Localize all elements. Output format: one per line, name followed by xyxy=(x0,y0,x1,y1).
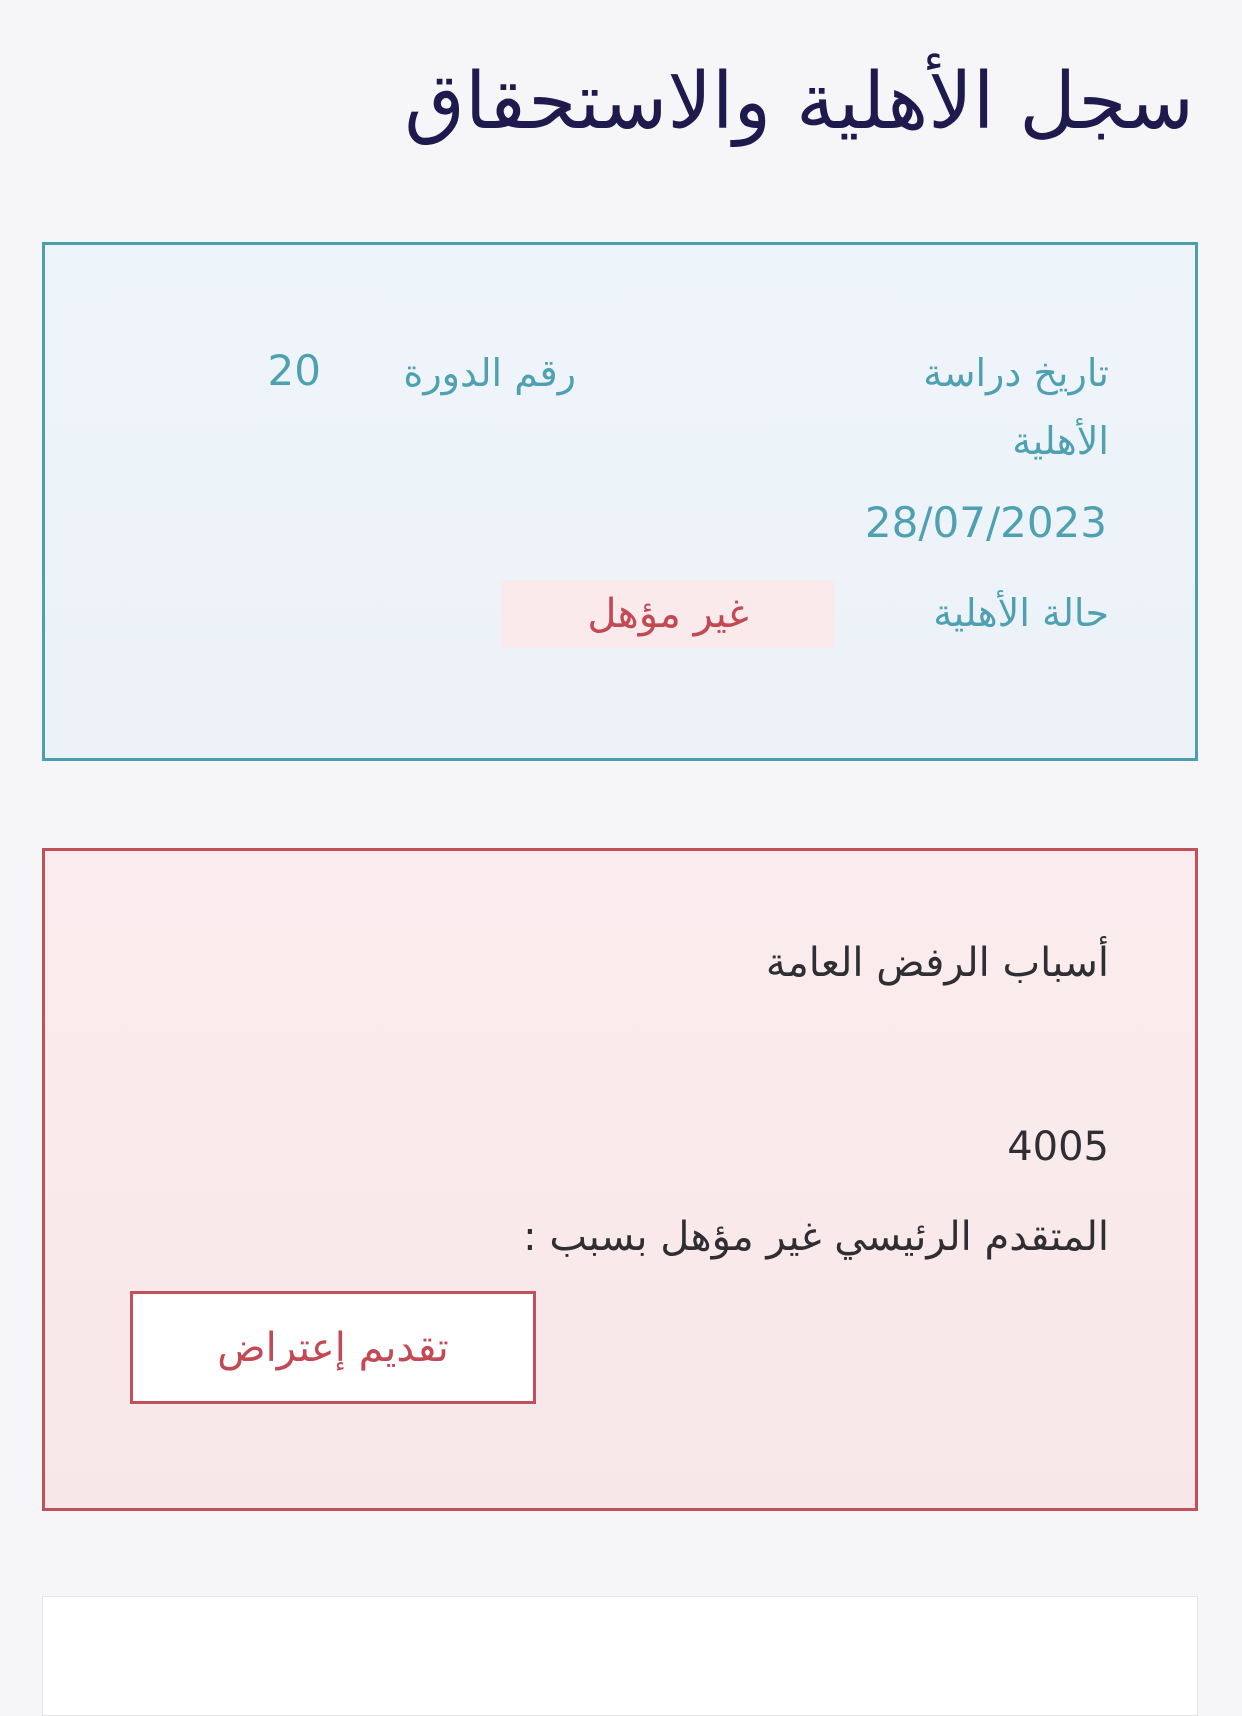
page-title: سجل الأهلية والاستحقاق xyxy=(404,57,1194,147)
submit-objection-button[interactable]: تقديم إعتراض xyxy=(130,1291,536,1404)
rejection-reasons-title: أسباب الرفض العامة xyxy=(765,940,1109,986)
bottom-card xyxy=(42,1596,1198,1716)
rejection-reason-text: المتقدم الرئيسي غير مؤهل بسبب : xyxy=(523,1214,1109,1260)
study-date-label-text: تاريخ دراسة الأهلية xyxy=(923,351,1109,463)
eligibility-status-label: حالة الأهلية xyxy=(933,591,1109,635)
study-date-label xyxy=(923,339,1109,475)
course-number-value: 20 xyxy=(267,346,321,395)
eligibility-status-badge: غير مؤهل xyxy=(501,580,835,648)
rejection-reason-code: 4005 xyxy=(1007,1124,1109,1170)
rejection-reasons-card xyxy=(42,848,1198,1511)
course-number-label: رقم الدورة xyxy=(403,351,576,395)
study-date-value: 28/07/2023 xyxy=(864,498,1107,547)
eligibility-info-card xyxy=(42,242,1198,761)
